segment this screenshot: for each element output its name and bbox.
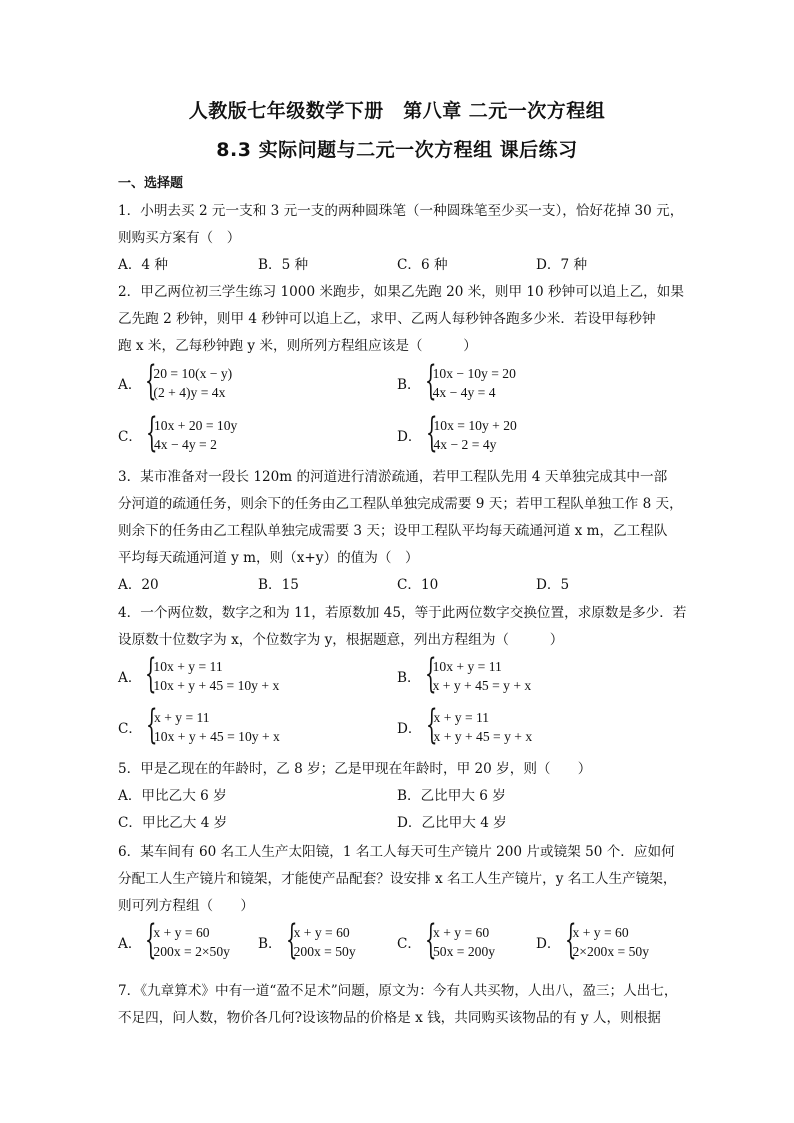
option-d: [536, 917, 650, 963]
question-text: 设原数十位数字为 x，个位数字为 y，根据题意，列出方程组为（ ）: [118, 632, 564, 648]
option-d: D．7 种: [536, 257, 588, 273]
equation: 10x + 20 = 10y: [154, 418, 238, 433]
equation: 10x + y + 45 = 10y + x: [154, 729, 280, 744]
option-b: B．15: [258, 577, 299, 593]
option-a: A．甲比乙大 6 岁: [118, 788, 227, 804]
equation: 2×200x = 50y: [572, 944, 650, 959]
brace-icon: {: [145, 917, 157, 963]
option-a: [118, 651, 280, 697]
option-b: [397, 651, 532, 697]
option-a: [118, 358, 233, 404]
question-text: 4．一个两位数，数字之和为 11，若原数加 45，等于此两位数字交换位置，求原数是多少．若: [118, 605, 687, 621]
question-text: 分河道的疏通任务，则余下的任务由乙工程队单独完成需要 9 天；若甲工程队单独工作 8 天，: [118, 496, 683, 512]
option-b: [397, 358, 516, 404]
question-text: 1．小明去买 2 元一支和 3 元一支的两种圆珠笔（一种圆珠笔至少买一支），恰好花掉 30 元，: [118, 203, 684, 219]
equation: 10x + y = 11: [153, 659, 223, 674]
brace-icon: {: [564, 917, 576, 963]
brace-icon: {: [146, 410, 158, 456]
option-a: A．20: [118, 577, 159, 593]
equation: 4x − 2 = 4y: [433, 437, 497, 452]
option-c: [397, 917, 496, 963]
question-text: 跑 x 米，乙每秒钟跑 y 米，则所列方程组应该是（ ）: [118, 338, 477, 354]
option-label: A．: [118, 670, 142, 686]
option-label: C．: [118, 429, 142, 445]
question-text: 6．某车间有 60 名工人生产太阳镜，1 名工人每天可生产镜片 200 片或镜架 50 个．应如何: [118, 844, 675, 860]
document-title: 人教版七年级数学下册 第八章 二元一次方程组: [188, 100, 606, 122]
equation: 10x = 10y + 20: [433, 418, 517, 433]
option-c: C．10: [397, 577, 439, 593]
equation: (2 + 4)y = 4x: [153, 385, 226, 400]
question-text: 则可列方程组（ ）: [118, 898, 254, 914]
question-text: 3．某市准备对一段长 120m 的河道进行清淤疏通，若甲工程队先用 4 天单独完成其中一部: [118, 469, 668, 485]
brace-icon: {: [146, 702, 158, 748]
option-label: B．: [397, 670, 421, 686]
equation: x + y = 60: [572, 925, 629, 940]
equation: x + y = 60: [153, 925, 210, 940]
section-heading: 一、选择题: [118, 176, 184, 191]
option-label: D．: [397, 721, 422, 737]
brace-icon: {: [424, 358, 437, 404]
equation: 4x − 4y = 4: [432, 385, 496, 400]
question-text: 5．甲是乙现在的年龄时，乙 8 岁；乙是甲现在年龄时，甲 20 岁，则（ ）: [118, 761, 592, 777]
equation: 10x + y = 11: [432, 659, 502, 674]
option-c: C．6 种: [397, 257, 448, 273]
option-label: C．: [397, 936, 421, 952]
equation: 50x = 200y: [433, 944, 496, 959]
option-b: B．乙比甲大 6 岁: [397, 788, 506, 804]
option-c: [118, 410, 238, 456]
brace-icon: {: [425, 917, 437, 963]
option-label: B．: [258, 936, 282, 952]
equation: 200x = 2×50y: [153, 944, 230, 959]
question-text: 则余下的任务由乙工程队单独完成需要 3 天；设甲工程队平均每天疏通河道 x m，乙工程队: [118, 523, 668, 539]
equation: 10x − 10y = 20: [432, 366, 516, 381]
equation: x + y = 60: [433, 925, 490, 940]
option-d: D．5: [536, 577, 570, 593]
option-c: C．甲比乙大 4 岁: [118, 815, 228, 831]
option-label: C．: [118, 721, 142, 737]
option-label: A．: [118, 936, 142, 952]
equation: 20 = 10(x − y): [153, 366, 233, 381]
question-text: 2．甲乙两位初三学生练习 1000 米跑步，如果乙先跑 20 米，则甲 10 秒钟可以追上乙，如果: [118, 284, 684, 300]
brace-icon: {: [285, 917, 298, 963]
question-text: 平均每天疏通河道 y m，则（x+y）的值为（ ）: [118, 550, 419, 566]
option-c: [118, 702, 280, 748]
question-text: 分配工人生产镜片和镜架，才能使产品配套？设安排 x 名工人生产镜片，y 名工人生产镜架，: [118, 871, 677, 887]
option-a: [118, 917, 230, 963]
equation: 200x = 50y: [293, 944, 356, 959]
option-a: A．4 种: [118, 257, 168, 273]
brace-icon: {: [425, 410, 437, 456]
brace-icon: {: [145, 651, 157, 697]
equation: 4x − 4y = 2: [154, 437, 217, 452]
option-b: [258, 917, 356, 963]
equation: x + y = 60: [293, 925, 350, 940]
option-label: D．: [536, 936, 561, 952]
equation: x + y = 11: [433, 710, 490, 725]
option-d: D．乙比甲大 4 岁: [397, 815, 507, 831]
brace-icon: {: [424, 651, 437, 697]
question-text: 7．《九章算术》中有一道“盈不足术”问题，原文为：今有人共买物，人出八，盈三；人出七，: [118, 983, 678, 999]
option-label: D．: [397, 429, 422, 445]
option-d: [397, 410, 517, 456]
equation: x + y + 45 = y + x: [433, 729, 533, 744]
question-text: 则购买方案有（ ）: [118, 230, 241, 246]
question-text: 不足四，问人数，物价各几何?设该物品的价格是 x 钱，共同购买该物品的有 y 人，则根据: [118, 1010, 661, 1026]
question-text: 乙先跑 2 秒钟，则甲 4 秒钟可以追上乙，求甲、乙两人每秒钟各跑多少米．若设甲每秒钟: [118, 311, 656, 327]
equation: x + y + 45 = y + x: [432, 678, 532, 693]
brace-icon: {: [425, 702, 437, 748]
brace-icon: {: [145, 358, 157, 404]
equation: x + y = 11: [154, 710, 210, 725]
option-label: B．: [397, 377, 421, 393]
option-label: A．: [118, 377, 142, 393]
option-d: [397, 702, 533, 748]
equation: 10x + y + 45 = 10y + x: [153, 678, 280, 693]
document-subtitle: 8.3 实际问题与二元一次方程组 课后练习: [216, 139, 578, 161]
option-b: B．5 种: [258, 257, 309, 273]
